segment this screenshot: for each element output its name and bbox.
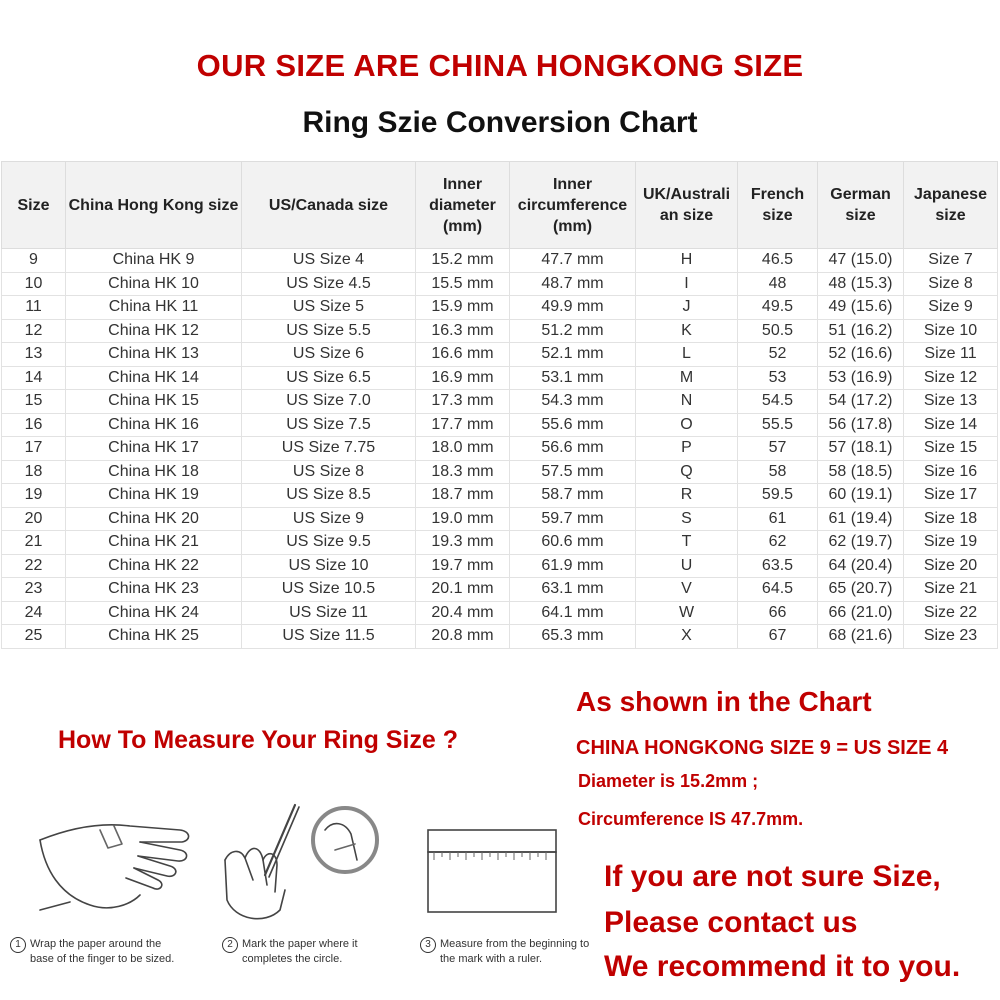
table-cell: US Size 9.5: [242, 531, 416, 555]
table-cell: US Size 11.5: [242, 625, 416, 649]
table-cell: 65 (20.7): [818, 578, 904, 602]
table-cell: US Size 11: [242, 601, 416, 625]
table-cell: 66 (21.0): [818, 601, 904, 625]
table-cell: China HK 25: [66, 625, 242, 649]
table-cell: 57: [738, 437, 818, 461]
hand-wrap-paper-icon: [30, 800, 200, 930]
table-cell: 53: [738, 366, 818, 390]
table-cell: 50.5: [738, 319, 818, 343]
table-row: [2, 296, 998, 320]
column-header: UK/Australi an size: [636, 162, 738, 249]
table-cell: 19.3 mm: [416, 531, 510, 555]
table-cell: 18.3 mm: [416, 460, 510, 484]
column-header: Inner circumference (mm): [510, 162, 636, 249]
table-cell: 17.3 mm: [416, 390, 510, 414]
step-2-number: 2: [222, 937, 238, 953]
table-cell: 18.7 mm: [416, 484, 510, 508]
table-cell: 52: [738, 343, 818, 367]
table-row: [2, 413, 998, 437]
table-cell: 48.7 mm: [510, 272, 636, 296]
table-row: [2, 319, 998, 343]
step-3-text: Measure from the beginning to the mark with a ruler.: [440, 938, 590, 965]
table-cell: US Size 4.5: [242, 272, 416, 296]
table-cell: Size 16: [904, 460, 998, 484]
table-cell: US Size 7.5: [242, 413, 416, 437]
table-cell: 66: [738, 601, 818, 625]
table-cell: 20.4 mm: [416, 601, 510, 625]
table-cell: 16.6 mm: [416, 343, 510, 367]
column-header: Inner diameter (mm): [416, 162, 510, 249]
table-cell: 58: [738, 460, 818, 484]
table-cell: 25: [2, 625, 66, 649]
table-row: [2, 578, 998, 602]
column-header: German size: [818, 162, 904, 249]
table-cell: US Size 6: [242, 343, 416, 367]
table-cell: 68 (21.6): [818, 625, 904, 649]
table-cell: 61.9 mm: [510, 554, 636, 578]
table-cell: 58.7 mm: [510, 484, 636, 508]
table-cell: Size 19: [904, 531, 998, 555]
table-cell: 16: [2, 413, 66, 437]
table-cell: X: [636, 625, 738, 649]
table-cell: 57.5 mm: [510, 460, 636, 484]
table-cell: 15.9 mm: [416, 296, 510, 320]
table-row: [2, 625, 998, 649]
table-cell: China HK 11: [66, 296, 242, 320]
table-cell: China HK 20: [66, 507, 242, 531]
table-cell: US Size 4: [242, 249, 416, 273]
table-cell: 49 (15.6): [818, 296, 904, 320]
table-cell: 15.2 mm: [416, 249, 510, 273]
table-cell: US Size 5.5: [242, 319, 416, 343]
note-unsure: If you are not sure Size,: [604, 860, 941, 893]
table-row: [2, 554, 998, 578]
table-row: [2, 437, 998, 461]
table-cell: 64.5: [738, 578, 818, 602]
chart-title: Ring Szie Conversion Chart: [302, 106, 698, 139]
note-recommend: We recommend it to you.: [604, 950, 961, 983]
table-cell: 48: [738, 272, 818, 296]
table-cell: China HK 12: [66, 319, 242, 343]
table-cell: 54 (17.2): [818, 390, 904, 414]
table-cell: J: [636, 296, 738, 320]
table-cell: Size 7: [904, 249, 998, 273]
table-cell: Size 13: [904, 390, 998, 414]
table-cell: China HK 14: [66, 366, 242, 390]
table-cell: P: [636, 437, 738, 461]
column-header: Japanese size: [904, 162, 998, 249]
table-cell: China HK 15: [66, 390, 242, 414]
table-cell: 9: [2, 249, 66, 273]
table-cell: Size 9: [904, 296, 998, 320]
table-cell: Size 12: [904, 366, 998, 390]
table-cell: I: [636, 272, 738, 296]
table-cell: 10: [2, 272, 66, 296]
table-cell: 60.6 mm: [510, 531, 636, 555]
table-cell: 17: [2, 437, 66, 461]
note-contact: Please contact us: [604, 906, 858, 939]
table-cell: US Size 6.5: [242, 366, 416, 390]
note-equivalence: CHINA HONGKONG SIZE 9 = US SIZE 4: [576, 737, 949, 759]
table-cell: 56.6 mm: [510, 437, 636, 461]
table-cell: O: [636, 413, 738, 437]
table-cell: 53 (16.9): [818, 366, 904, 390]
table-row: [2, 249, 998, 273]
table-cell: US Size 10.5: [242, 578, 416, 602]
table-cell: China HK 16: [66, 413, 242, 437]
table-cell: 65.3 mm: [510, 625, 636, 649]
table-cell: 13: [2, 343, 66, 367]
table-cell: China HK 17: [66, 437, 242, 461]
table-cell: L: [636, 343, 738, 367]
table-cell: Size 18: [904, 507, 998, 531]
table-cell: Size 14: [904, 413, 998, 437]
table-cell: China HK 19: [66, 484, 242, 508]
table-cell: K: [636, 319, 738, 343]
table-cell: V: [636, 578, 738, 602]
table-cell: Size 20: [904, 554, 998, 578]
table-cell: 60 (19.1): [818, 484, 904, 508]
table-cell: Size 17: [904, 484, 998, 508]
table-cell: 54.3 mm: [510, 390, 636, 414]
table-cell: 64.1 mm: [510, 601, 636, 625]
table-cell: 63.1 mm: [510, 578, 636, 602]
table-cell: Size 15: [904, 437, 998, 461]
table-cell: 58 (18.5): [818, 460, 904, 484]
table-row: [2, 460, 998, 484]
pen-mark-paper-icon: [205, 800, 385, 930]
table-cell: US Size 7.0: [242, 390, 416, 414]
table-cell: 49.9 mm: [510, 296, 636, 320]
table-cell: 61: [738, 507, 818, 531]
table-cell: US Size 10: [242, 554, 416, 578]
table-cell: 18: [2, 460, 66, 484]
note-circumference: Circumference IS 47.7mm.: [578, 809, 804, 829]
table-cell: US Size 8: [242, 460, 416, 484]
table-cell: Q: [636, 460, 738, 484]
table-cell: Size 11: [904, 343, 998, 367]
table-cell: 19: [2, 484, 66, 508]
column-header: US/Canada size: [242, 162, 416, 249]
table-cell: 62: [738, 531, 818, 555]
table-cell: 19.7 mm: [416, 554, 510, 578]
table-cell: 51 (16.2): [818, 319, 904, 343]
table-cell: 21: [2, 531, 66, 555]
table-row: [2, 366, 998, 390]
table-header-row: [2, 162, 998, 249]
measure-title: How To Measure Your Ring Size ?: [58, 726, 459, 754]
table-cell: 16.9 mm: [416, 366, 510, 390]
table-cell: Size 23: [904, 625, 998, 649]
table-cell: 63.5: [738, 554, 818, 578]
table-row: [2, 484, 998, 508]
table-cell: US Size 5: [242, 296, 416, 320]
table-cell: 53.1 mm: [510, 366, 636, 390]
table-cell: China HK 9: [66, 249, 242, 273]
table-cell: 52 (16.6): [818, 343, 904, 367]
table-cell: 59.5: [738, 484, 818, 508]
table-cell: Size 22: [904, 601, 998, 625]
size-conversion-table: [1, 161, 998, 649]
table-cell: 54.5: [738, 390, 818, 414]
table-cell: 57 (18.1): [818, 437, 904, 461]
table-cell: China HK 13: [66, 343, 242, 367]
table-cell: 62 (19.7): [818, 531, 904, 555]
step-3-number: 3: [420, 937, 436, 953]
table-cell: Size 10: [904, 319, 998, 343]
table-cell: China HK 10: [66, 272, 242, 296]
table-row: [2, 531, 998, 555]
table-body: [2, 249, 998, 649]
table-cell: S: [636, 507, 738, 531]
table-cell: 49.5: [738, 296, 818, 320]
table-cell: US Size 9: [242, 507, 416, 531]
table-cell: 67: [738, 625, 818, 649]
table-cell: 23: [2, 578, 66, 602]
table-cell: R: [636, 484, 738, 508]
table-cell: 24: [2, 601, 66, 625]
table-cell: 48 (15.3): [818, 272, 904, 296]
table-cell: T: [636, 531, 738, 555]
step-2-caption: [222, 937, 382, 967]
table-cell: H: [636, 249, 738, 273]
table-cell: China HK 21: [66, 531, 242, 555]
table-cell: W: [636, 601, 738, 625]
page-headline: OUR SIZE ARE CHINA HONGKONG SIZE: [196, 48, 804, 83]
table-row: [2, 507, 998, 531]
note-diameter: Diameter is 15.2mm ;: [578, 771, 759, 791]
table-row: [2, 390, 998, 414]
table-cell: 61 (19.4): [818, 507, 904, 531]
table-row: [2, 601, 998, 625]
table-row: [2, 272, 998, 296]
column-header: French size: [738, 162, 818, 249]
table-cell: 59.7 mm: [510, 507, 636, 531]
step-1-number: 1: [10, 937, 26, 953]
table-cell: China HK 24: [66, 601, 242, 625]
table-cell: 47.7 mm: [510, 249, 636, 273]
table-cell: China HK 22: [66, 554, 242, 578]
column-header: Size: [2, 162, 66, 249]
table-cell: 12: [2, 319, 66, 343]
table-cell: China HK 18: [66, 460, 242, 484]
table-cell: 15.5 mm: [416, 272, 510, 296]
table-cell: M: [636, 366, 738, 390]
table-cell: 11: [2, 296, 66, 320]
table-cell: 22: [2, 554, 66, 578]
table-cell: US Size 8.5: [242, 484, 416, 508]
table-cell: U: [636, 554, 738, 578]
table-cell: 14: [2, 366, 66, 390]
table-cell: 18.0 mm: [416, 437, 510, 461]
table-cell: 56 (17.8): [818, 413, 904, 437]
step-1-caption: [10, 937, 180, 967]
table-cell: 55.6 mm: [510, 413, 636, 437]
table-cell: Size 21: [904, 578, 998, 602]
step-2-text: Mark the paper where it completes the circle.: [242, 938, 358, 965]
table-cell: US Size 7.75: [242, 437, 416, 461]
column-header: China Hong Kong size: [66, 162, 242, 249]
table-cell: 20.1 mm: [416, 578, 510, 602]
table-row: [2, 343, 998, 367]
table-cell: 15: [2, 390, 66, 414]
table-cell: 47 (15.0): [818, 249, 904, 273]
table-cell: Size 8: [904, 272, 998, 296]
table-cell: 16.3 mm: [416, 319, 510, 343]
table-cell: 55.5: [738, 413, 818, 437]
ruler-measure-icon: [420, 800, 570, 930]
table-cell: China HK 23: [66, 578, 242, 602]
table-cell: 20.8 mm: [416, 625, 510, 649]
table-cell: 51.2 mm: [510, 319, 636, 343]
table-cell: 17.7 mm: [416, 413, 510, 437]
note-chart: As shown in the Chart: [576, 686, 872, 717]
table-cell: 46.5: [738, 249, 818, 273]
table-cell: 19.0 mm: [416, 507, 510, 531]
table-cell: 64 (20.4): [818, 554, 904, 578]
step-1-text: Wrap the paper around the base of the finger to be sized.: [30, 938, 175, 965]
table-cell: 52.1 mm: [510, 343, 636, 367]
table-cell: 20: [2, 507, 66, 531]
step-3-caption: [420, 937, 595, 967]
table-cell: N: [636, 390, 738, 414]
